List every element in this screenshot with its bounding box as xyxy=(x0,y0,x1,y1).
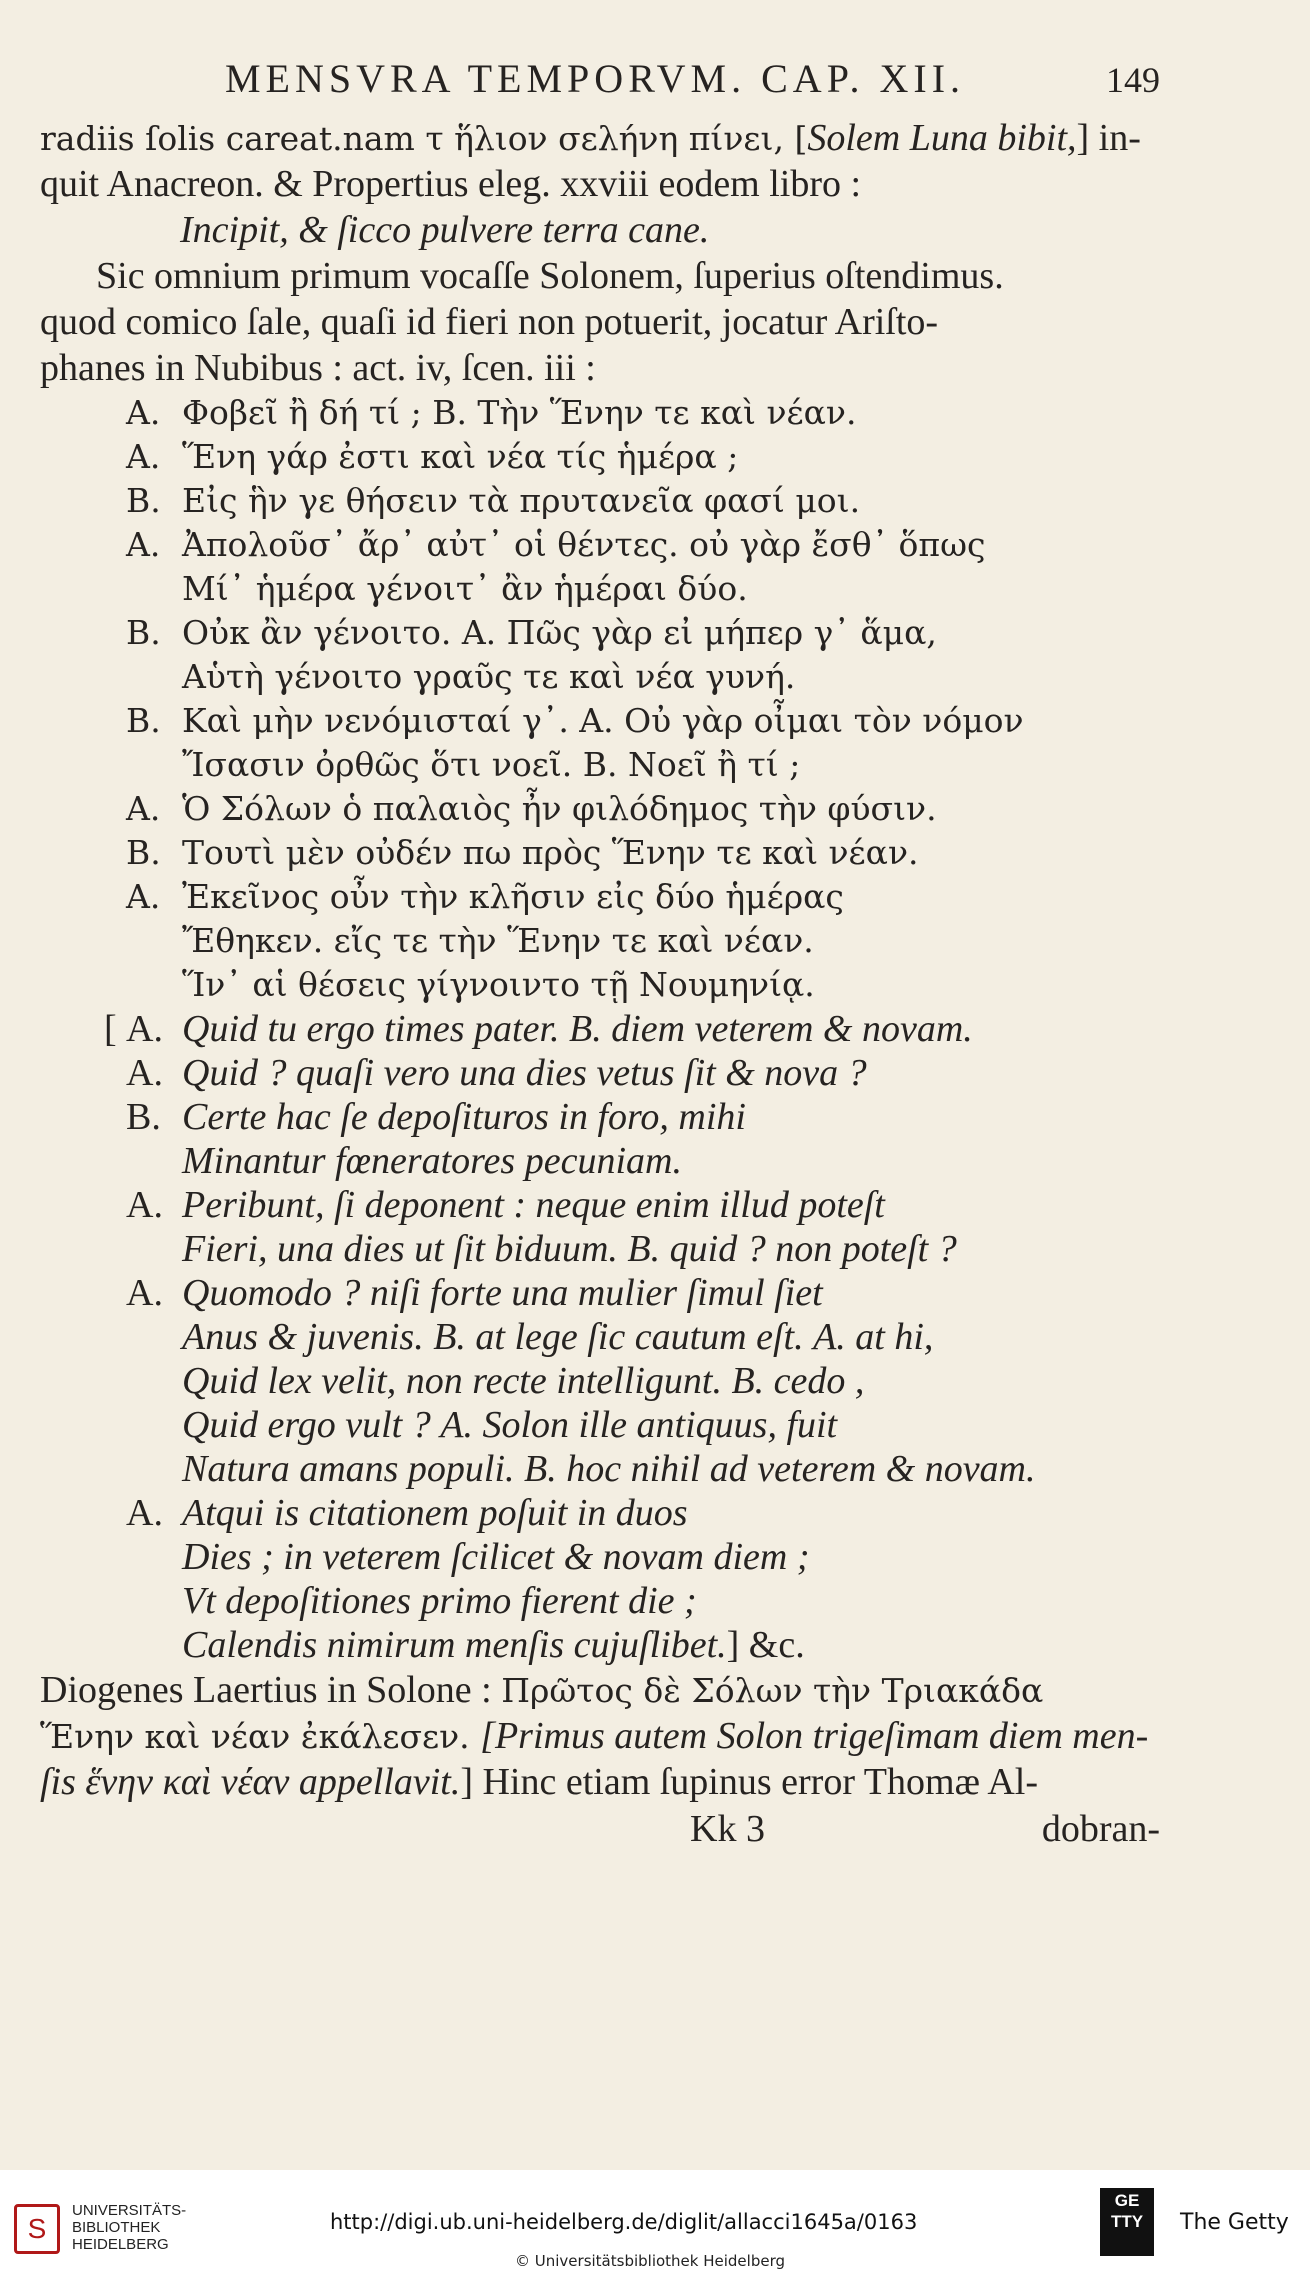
latin-verse: Quid lex velit, non recte intelligunt. Β. cedo , xyxy=(182,1360,865,1402)
paragraph-start: Sic omnium primum vocaſſe Solonem, ſuperius oſtendimus. xyxy=(96,255,1004,297)
greek-verse: Εἰς ἣν γε θήσειν τὰ πρυτανεῖα φασί μοι. xyxy=(182,481,861,520)
greek-verse: Οὐκ ἂν γένοιτο. Α. Πῶς γὰρ εἰ μήπερ γ᾽ ἅμα, xyxy=(182,613,937,652)
library-name: UNIVERSITÄTS- BIBLIOTHEK HEIDELBERG xyxy=(72,2202,187,2253)
latin-verse: Fieri, una dies ut ſit biduum. Β. quid ? non poteſt ? xyxy=(182,1228,957,1270)
latin-verse: Dies ; in veterem ſcilicet & novam diem ; xyxy=(182,1536,810,1578)
latin-verse: Quid tu ergo times pater. Β. diem veterem & novam. xyxy=(182,1008,973,1050)
text-line: Ἕνην καὶ νέαν ἐκάλεσεν. [Primus autem Solon trigeſimam diem men- xyxy=(40,1715,1149,1757)
latin-verse: Vt depoſitiones primo fierent die ; xyxy=(182,1580,697,1622)
speaker-label: B. xyxy=(126,1096,161,1138)
latin-verse: Quid ergo vult ? Α. Solon ille antiquus, fuit xyxy=(182,1404,838,1446)
greek-verse: Ἔθηκεν. εἴς τε τὴν Ἕνην τε καὶ νέαν. xyxy=(182,921,814,960)
greek-verse: Ἐκεῖνος οὖν τὴν κλῆσιν εἰς δύο ἡμέρας xyxy=(182,877,844,916)
greek-verse: Καὶ μὴν νενόμισταί γ᾽. Α. Οὐ γὰρ οἶμαι τὸν νόμον xyxy=(182,701,1024,740)
greek-verse: Ὁ Σόλων ὁ παλαιὸς ἦν φιλόδημος τὴν φύσιν. xyxy=(182,789,937,828)
latin-verse: Peribunt, ſi deponent : neque enim illud poteſt xyxy=(182,1184,885,1226)
greek-verse: Αὑτὴ γένοιτο γραῦς τε καὶ νέα γυνή. xyxy=(182,657,796,696)
text-line: quod comico ſale, quaſi id fieri non potuerit, jocatur Ariſto- xyxy=(40,301,939,343)
speaker-label: A. xyxy=(126,393,161,432)
latin-verse: Atqui is citationem poſuit in duos xyxy=(182,1492,688,1534)
running-head xyxy=(40,55,1160,115)
latin-verse: Calendis nimirum menſis cujuſlibet. xyxy=(182,1624,727,1666)
running-head-title: MENSVRA TEMPORVM. CAP. XII. xyxy=(224,56,966,101)
speaker-label: A. xyxy=(126,1492,163,1534)
greek-verse: Μί᾽ ἡμέρα γένοιτ᾽ ἂν ἡμέραι δύο. xyxy=(182,569,748,608)
viewer-footer xyxy=(0,2170,1310,2284)
quote-line: Incipit, & ſicco pulvere terra cane. xyxy=(180,209,710,251)
greek-verse: Τουτὶ μὲν οὐδέν πω πρὸς Ἕνην τε καὶ νέαν. xyxy=(182,833,919,872)
catchword: dobran- xyxy=(1041,1808,1160,1850)
latin-verse: Certe hac ſe depoſituros in foro, mihi xyxy=(182,1096,746,1138)
library-logo-icon: S xyxy=(14,2204,60,2254)
speaker-label: A. xyxy=(126,1272,163,1314)
text-line: Diogenes Laertius in Solone : Πρῶτος δὲ Σόλων τὴν Τριακάδα xyxy=(40,1669,1044,1711)
latin-translation xyxy=(40,1007,1150,1667)
speaker-label: A. xyxy=(126,1008,163,1050)
greek-verse: Φοβεῖ ἢ δή τί ; Β. Τὴν Ἕνην τε καὶ νέαν. xyxy=(182,393,857,432)
open-bracket: [ xyxy=(104,1008,117,1050)
speaker-label: B. xyxy=(126,833,161,872)
greek-dialogue xyxy=(40,391,1150,1007)
folio-number: 149 xyxy=(1106,60,1160,100)
closing-bracket: ] &c. xyxy=(726,1624,805,1666)
speaker-label: A. xyxy=(126,877,161,916)
latin-verse: Minantur fœneratores pecuniam. xyxy=(182,1140,682,1182)
signature-row xyxy=(40,1805,1160,1853)
speaker-label: A. xyxy=(126,437,161,476)
text-line: radiis ſolis careat.nam τ ἥλιον σελήνη πίνει, [Solem Luna bibit,] in- xyxy=(40,117,1141,159)
speaker-label: A. xyxy=(126,1052,163,1094)
latin-verse: Quid ? quaſi vero una dies vetus ſit & nova ? xyxy=(182,1052,867,1094)
speaker-label: B. xyxy=(126,613,161,652)
copyright-notice: © Universitätsbibliothek Heidelberg xyxy=(515,2252,786,2270)
signature-mark: Kk 3 xyxy=(690,1808,765,1850)
speaker-label: A. xyxy=(126,525,161,564)
speaker-label: B. xyxy=(126,481,161,520)
greek-verse: Ἕνη γάρ ἐστι καὶ νέα τίς ἡμέρα ; xyxy=(182,437,739,476)
text-line: phanes in Nubibus : act. iv, ſcen. iii : xyxy=(40,347,596,389)
speaker-label: A. xyxy=(126,1184,163,1226)
latin-verse: Quomodo ? niſi forte una mulier ſimul ſiet xyxy=(182,1272,823,1314)
page-text-block xyxy=(40,55,1160,1853)
getty-name: The Getty xyxy=(1180,2210,1289,2235)
text-line: quit Anacreon. & Propertius eleg. xxviii eodem libro : xyxy=(40,163,862,205)
latin-verse: Anus & juvenis. Β. at lege ſic cautum eſt. Α. at hi, xyxy=(182,1316,934,1358)
permalink-url[interactable]: http://digi.ub.uni-heidelberg.de/diglit/allacci1645a/0163 xyxy=(330,2210,918,2234)
speaker-label: A. xyxy=(126,789,161,828)
latin-verse: Natura amans populi. Β. hoc nihil ad veterem & novam. xyxy=(182,1448,1036,1490)
greek-verse: Ἀπολοῦσ᾽ ἄρ᾽ αὐτ᾽ οἱ θέντες. οὐ γὰρ ἔσθ᾽ ὅπως xyxy=(182,525,986,564)
text-line: ſis ἕνην καὶ νέαν appellavit.] Hinc etiam ſupinus error Thomæ Al- xyxy=(40,1761,1038,1803)
greek-verse: Ἵν᾽ αἱ θέσεις γίγνοιντο τῇ Νουμηνίᾳ. xyxy=(182,965,815,1004)
greek-verse: Ἴσασιν ὀρθῶς ὅτι νοεῖ. Β. Νοεῖ ἢ τί ; xyxy=(182,745,801,784)
speaker-label: B. xyxy=(126,701,161,740)
getty-logo-icon: GE TTY xyxy=(1100,2188,1154,2256)
